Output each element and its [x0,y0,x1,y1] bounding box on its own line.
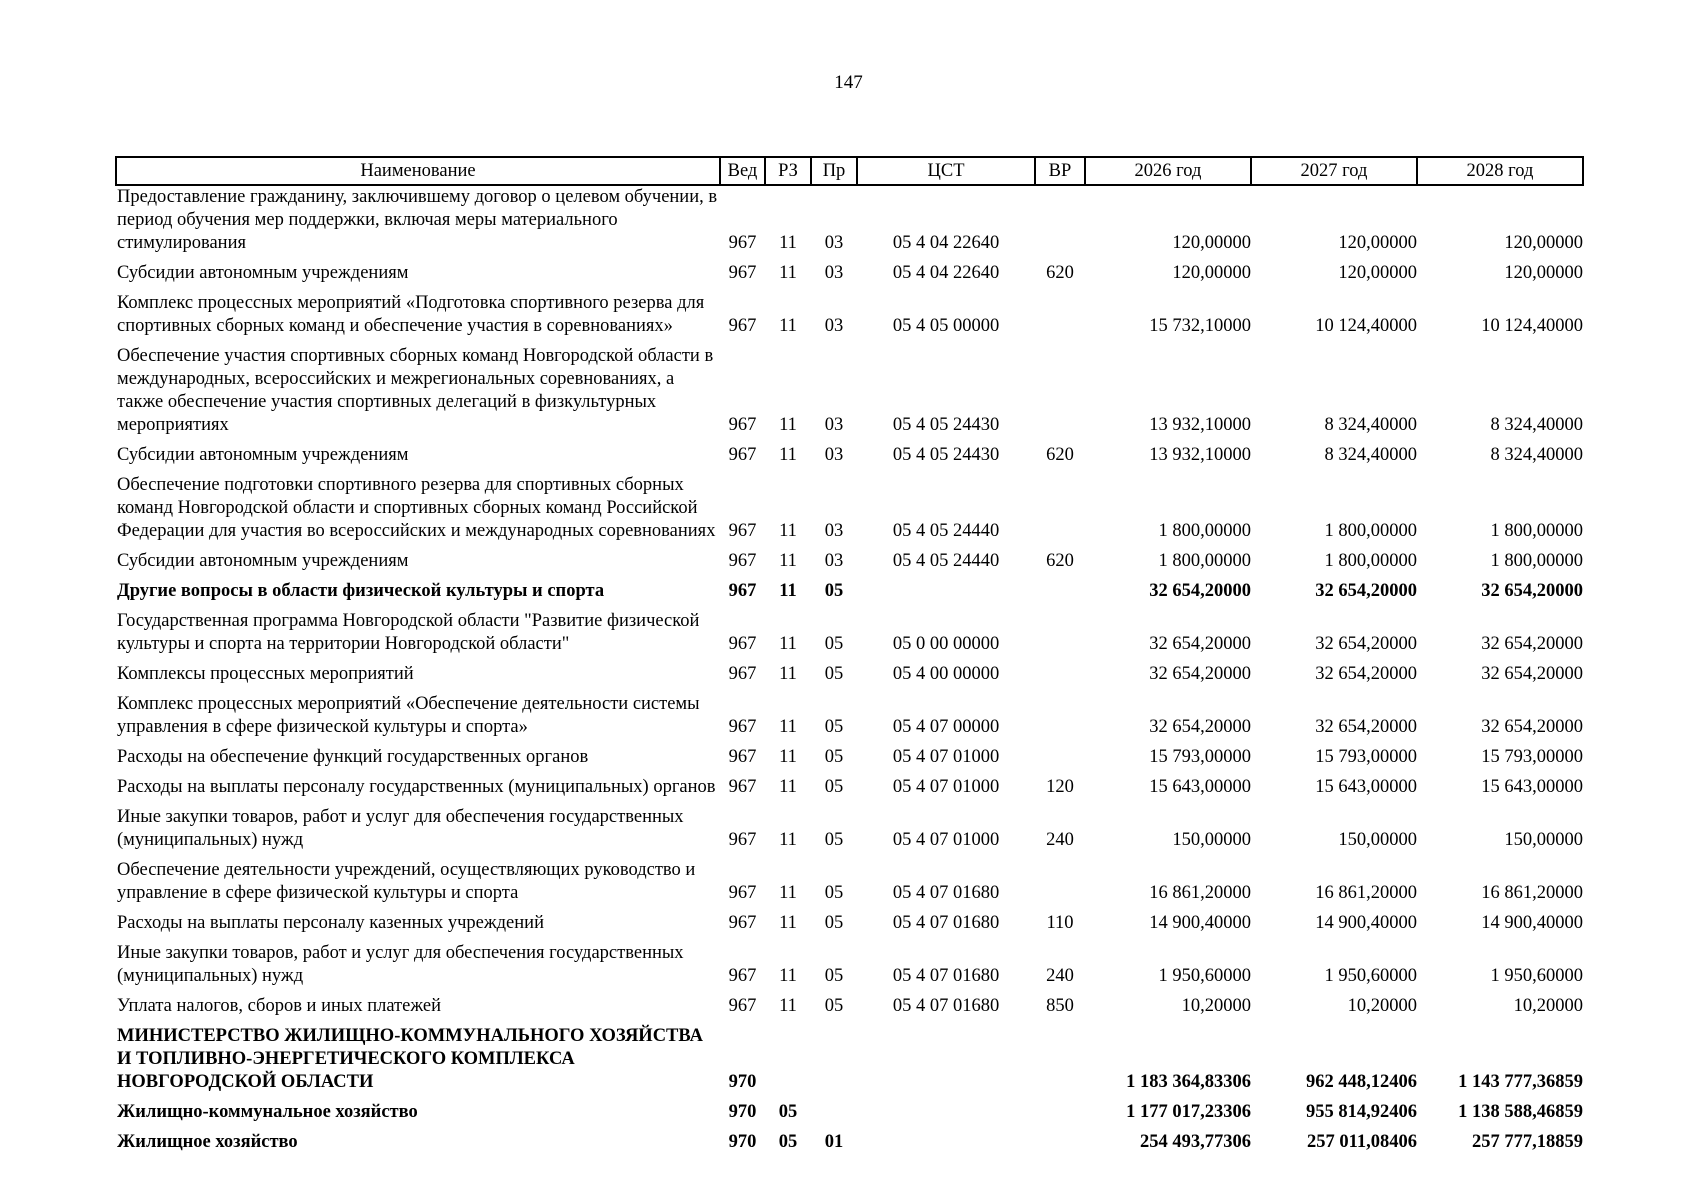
row-value-2026: 14 900,40000 [1149,913,1251,933]
row-value-2028: 120,00000 [1504,233,1583,253]
table-row [116,469,1583,545]
row-pr: 05 [824,883,844,903]
row-rz: 05 [778,1132,798,1152]
header-2026: 2026 год [1085,157,1251,185]
row-ved: 967 [728,634,757,654]
row-pr: 03 [824,445,844,465]
row-cst: 05 4 05 24440 [892,521,1000,541]
row-value-2028: 120,00000 [1504,263,1583,283]
row-pr: 03 [824,233,844,253]
row-cst: 05 4 04 22640 [892,233,1000,253]
row-vr [1035,185,1085,257]
row-value-2026: 32 654,20000 [1149,664,1251,684]
row-value-2027: 955 814,92406 [1306,1102,1417,1122]
row-pr: 03 [824,551,844,571]
row-value-2027: 1 800,00000 [1324,551,1417,571]
row-value-2027: 14 900,40000 [1315,913,1417,933]
table-row [116,257,1583,287]
row-cst [857,1126,1035,1156]
row-name: Иные закупки товаров, работ и услуг для обеспечения государственных (муниципальных) нужд [117,807,684,850]
row-value-2027: 10 124,40000 [1315,316,1417,336]
row-pr: 03 [824,415,844,435]
row-cst: 05 4 00 00000 [892,664,1000,684]
row-pr [811,1096,857,1126]
row-value-2028: 32 654,20000 [1481,717,1583,737]
row-value-2026: 15 793,00000 [1149,747,1251,767]
row-name: Расходы на выплаты персоналу казенных учреждений [117,913,544,933]
row-ved: 970 [728,1072,757,1092]
page-number: 147 [834,72,863,93]
table-row [116,854,1583,907]
table-row [116,688,1583,741]
header-2027: 2027 год [1251,157,1417,185]
table-body [116,185,1583,1156]
row-value-2026: 120,00000 [1172,263,1251,283]
row-cst: 05 0 00 00000 [892,634,1000,654]
row-value-2028: 32 654,20000 [1481,634,1583,654]
table-header [116,157,1583,185]
row-vr: 620 [1046,445,1074,465]
row-rz: 11 [779,777,797,797]
row-ved: 967 [728,996,757,1016]
row-cst: 05 4 07 01680 [892,913,1000,933]
row-ved: 967 [728,883,757,903]
row-value-2026: 15 643,00000 [1149,777,1251,797]
row-value-2026: 32 654,20000 [1149,581,1251,601]
row-value-2027: 32 654,20000 [1315,634,1417,654]
row-ved: 967 [728,316,757,336]
row-name: Государственная программа Новгородской области "Развитие физической культуры и спорта на территории Новгородской области" [117,611,700,654]
row-value-2027: 150,00000 [1338,830,1417,850]
row-vr: 620 [1046,551,1074,571]
table-row [116,1020,1583,1096]
row-value-2027: 16 861,20000 [1315,883,1417,903]
row-cst [857,1020,1035,1096]
row-ved: 967 [728,664,757,684]
table-row [116,1126,1583,1156]
row-value-2026: 150,00000 [1172,830,1251,850]
row-value-2027: 32 654,20000 [1315,664,1417,684]
row-vr: 240 [1046,830,1074,850]
row-value-2027: 32 654,20000 [1315,581,1417,601]
row-rz: 11 [779,883,797,903]
row-value-2026: 120,00000 [1172,233,1251,253]
header-cst: ЦСТ [857,157,1035,185]
row-vr [1035,854,1085,907]
row-value-2028: 150,00000 [1504,830,1583,850]
row-value-2026: 13 932,10000 [1149,415,1251,435]
row-rz: 11 [779,415,797,435]
header-vr: ВР [1035,157,1085,185]
row-pr: 03 [824,316,844,336]
row-name: Субсидии автономным учреждениям [117,445,409,465]
header-2028: 2028 год [1417,157,1583,185]
row-name: МИНИСТЕРСТВО ЖИЛИЩНО-КОММУНАЛЬНОГО ХОЗЯЙСТВА И ТОПЛИВНО-ЭНЕРГЕТИЧЕСКОГО КОМПЛЕКСА НОВГОРОДСКОЙ ОБЛАСТИ [117,1026,703,1092]
row-value-2028: 16 861,20000 [1481,883,1583,903]
row-name: Обеспечение подготовки спортивного резерва для спортивных сборных команд Новгородской области и спортивных сборных команд Российской Федерации для участия во всероссийских и международных соревнованиях [117,475,716,541]
table-row [116,340,1583,439]
row-rz: 05 [778,1102,798,1122]
row-cst: 05 4 04 22640 [892,263,1000,283]
row-ved: 970 [728,1102,757,1122]
row-value-2027: 8 324,40000 [1324,415,1417,435]
row-value-2026: 1 950,60000 [1158,966,1251,986]
row-vr [1035,688,1085,741]
row-cst: 05 4 07 01680 [892,883,1000,903]
row-value-2028: 257 777,18859 [1472,1132,1583,1152]
row-pr [811,1020,857,1096]
row-pr: 05 [824,664,844,684]
row-value-2028: 8 324,40000 [1490,445,1583,465]
row-pr: 05 [824,747,844,767]
row-rz: 11 [779,521,797,541]
row-name: Субсидии автономным учреждениям [117,263,409,283]
row-value-2026: 15 732,10000 [1149,316,1251,336]
row-rz: 11 [779,316,797,336]
table-row [116,658,1583,688]
row-name: Другие вопросы в области физической культуры и спорта [117,581,605,601]
row-ved: 967 [728,581,757,601]
row-ved: 967 [728,445,757,465]
row-name: Субсидии автономным учреждениям [117,551,409,571]
row-value-2028: 15 793,00000 [1481,747,1583,767]
row-name: Жилищно-коммунальное хозяйство [117,1102,418,1122]
row-value-2028: 32 654,20000 [1481,664,1583,684]
row-value-2028: 1 950,60000 [1490,966,1583,986]
row-rz: 11 [779,966,797,986]
row-cst: 05 4 05 24430 [892,415,1000,435]
row-value-2027: 1 800,00000 [1324,521,1417,541]
row-name: Уплата налогов, сборов и иных платежей [117,996,442,1016]
row-vr: 120 [1046,777,1074,797]
row-vr [1035,1020,1085,1096]
row-value-2027: 32 654,20000 [1315,717,1417,737]
row-name: Комплексы процессных мероприятий [117,664,414,684]
table-row [116,741,1583,771]
row-cst: 05 4 07 01680 [892,996,1000,1016]
row-rz: 11 [779,581,797,601]
row-vr [1035,1126,1085,1156]
row-value-2028: 32 654,20000 [1481,581,1583,601]
row-ved: 967 [728,233,757,253]
row-cst: 05 4 05 24430 [892,445,1000,465]
row-ved: 967 [728,717,757,737]
row-vr [1035,605,1085,658]
header-ved: Вед [720,157,765,185]
row-value-2027: 1 950,60000 [1324,966,1417,986]
row-value-2026: 1 183 364,83306 [1126,1072,1251,1092]
row-ved: 967 [728,913,757,933]
row-value-2026: 13 932,10000 [1149,445,1251,465]
row-pr: 03 [824,521,844,541]
row-value-2026: 32 654,20000 [1149,717,1251,737]
row-rz: 11 [779,747,797,767]
row-value-2027: 10,20000 [1347,996,1417,1016]
row-name: Обеспечение участия спортивных сборных команд Новгородской области в международных, всероссийских и межрегиональных соревнованиях, а также обеспечение участия спортивных делегаций в физкультурных мероприятиях [117,346,714,435]
row-ved: 967 [728,551,757,571]
row-ved: 967 [728,966,757,986]
row-value-2028: 1 800,00000 [1490,521,1583,541]
row-pr: 01 [824,1132,844,1152]
row-cst: 05 4 05 00000 [892,316,1000,336]
header-pr: Пр [811,157,857,185]
table-row [116,575,1583,605]
row-cst: 05 4 07 01000 [892,747,1000,767]
row-name: Обеспечение деятельности учреждений, осуществляющих руководство и управление в сфере физической культуры и спорта [117,860,696,903]
table-row [116,937,1583,990]
row-value-2028: 8 324,40000 [1490,415,1583,435]
row-value-2027: 8 324,40000 [1324,445,1417,465]
row-rz: 11 [779,830,797,850]
row-ved: 970 [728,1132,757,1152]
row-value-2026: 16 861,20000 [1149,883,1251,903]
row-pr: 05 [824,634,844,654]
row-value-2027: 15 793,00000 [1315,747,1417,767]
row-vr [1035,287,1085,340]
row-ved: 967 [728,777,757,797]
row-value-2026: 32 654,20000 [1149,634,1251,654]
row-name: Комплекс процессных мероприятий «Обеспечение деятельности системы управления в сфере физической культуры и спорта» [117,694,700,737]
row-value-2027: 120,00000 [1338,263,1417,283]
row-rz: 11 [779,913,797,933]
table-row [116,545,1583,575]
row-rz: 11 [779,717,797,737]
row-rz: 11 [779,634,797,654]
row-cst [857,1096,1035,1126]
row-value-2027: 15 643,00000 [1315,777,1417,797]
row-pr: 05 [824,717,844,737]
row-value-2027: 120,00000 [1338,233,1417,253]
row-value-2028: 15 643,00000 [1481,777,1583,797]
table-row [116,1096,1583,1126]
row-value-2028: 1 143 777,36859 [1458,1072,1583,1092]
row-vr [1035,469,1085,545]
row-pr: 05 [824,966,844,986]
row-rz: 11 [779,445,797,465]
row-rz: 11 [779,551,797,571]
row-name: Расходы на обеспечение функций государственных органов [117,747,589,767]
table-row [116,801,1583,854]
row-vr: 110 [1046,913,1074,933]
row-value-2026: 1 800,00000 [1158,521,1251,541]
row-cst [857,575,1035,605]
table-row [116,185,1583,257]
budget-table [115,156,1584,1156]
row-value-2028: 1 800,00000 [1490,551,1583,571]
row-vr [1035,741,1085,771]
table-row [116,439,1583,469]
row-rz: 11 [779,233,797,253]
row-vr [1035,658,1085,688]
row-vr [1035,340,1085,439]
row-value-2026: 1 800,00000 [1158,551,1251,571]
table-row [116,907,1583,937]
table-row [116,605,1583,658]
table-row [116,771,1583,801]
row-vr [1035,575,1085,605]
row-rz: 11 [779,996,797,1016]
row-vr [1035,1096,1085,1126]
row-pr: 05 [824,913,844,933]
row-cst: 05 4 07 01000 [892,777,1000,797]
header-name: Наименование [116,157,720,185]
table-row [116,990,1583,1020]
row-ved: 967 [728,263,757,283]
row-cst: 05 4 05 24440 [892,551,1000,571]
row-vr: 850 [1046,996,1074,1016]
row-value-2026: 1 177 017,23306 [1126,1102,1251,1122]
row-pr: 05 [824,996,844,1016]
row-vr: 240 [1046,966,1074,986]
row-value-2028: 14 900,40000 [1481,913,1583,933]
row-value-2027: 962 448,12406 [1306,1072,1417,1092]
row-ved: 967 [728,521,757,541]
row-cst: 05 4 07 00000 [892,717,1000,737]
row-value-2028: 1 138 588,46859 [1458,1102,1583,1122]
row-value-2028: 10 124,40000 [1481,316,1583,336]
row-rz: 11 [779,263,797,283]
row-pr: 05 [824,581,844,601]
row-value-2028: 10,20000 [1513,996,1583,1016]
row-vr: 620 [1046,263,1074,283]
row-name: Комплекс процессных мероприятий «Подготовка спортивного резерва для спортивных сборных команд и обеспечение участия в соревнованиях» [117,293,705,336]
row-name: Жилищное хозяйство [117,1132,298,1152]
row-pr: 05 [824,830,844,850]
row-ved: 967 [728,830,757,850]
row-value-2026: 10,20000 [1181,996,1251,1016]
row-value-2026: 254 493,77306 [1140,1132,1251,1152]
row-cst: 05 4 07 01680 [892,966,1000,986]
header-rz: РЗ [765,157,811,185]
row-cst: 05 4 07 01000 [892,830,1000,850]
row-name: Предоставление гражданину, заключившему договор о целевом обучении, в период обучения мер поддержки, включая меры материального стимулирования [117,187,718,253]
row-ved: 967 [728,747,757,767]
table-row [116,287,1583,340]
row-name: Расходы на выплаты персоналу государственных (муниципальных) органов [117,777,716,797]
row-pr: 03 [824,263,844,283]
row-value-2027: 257 011,08406 [1307,1132,1417,1152]
row-rz [765,1020,811,1096]
row-name: Иные закупки товаров, работ и услуг для обеспечения государственных (муниципальных) нужд [117,943,684,986]
row-pr: 05 [824,777,844,797]
row-rz: 11 [779,664,797,684]
row-ved: 967 [728,415,757,435]
